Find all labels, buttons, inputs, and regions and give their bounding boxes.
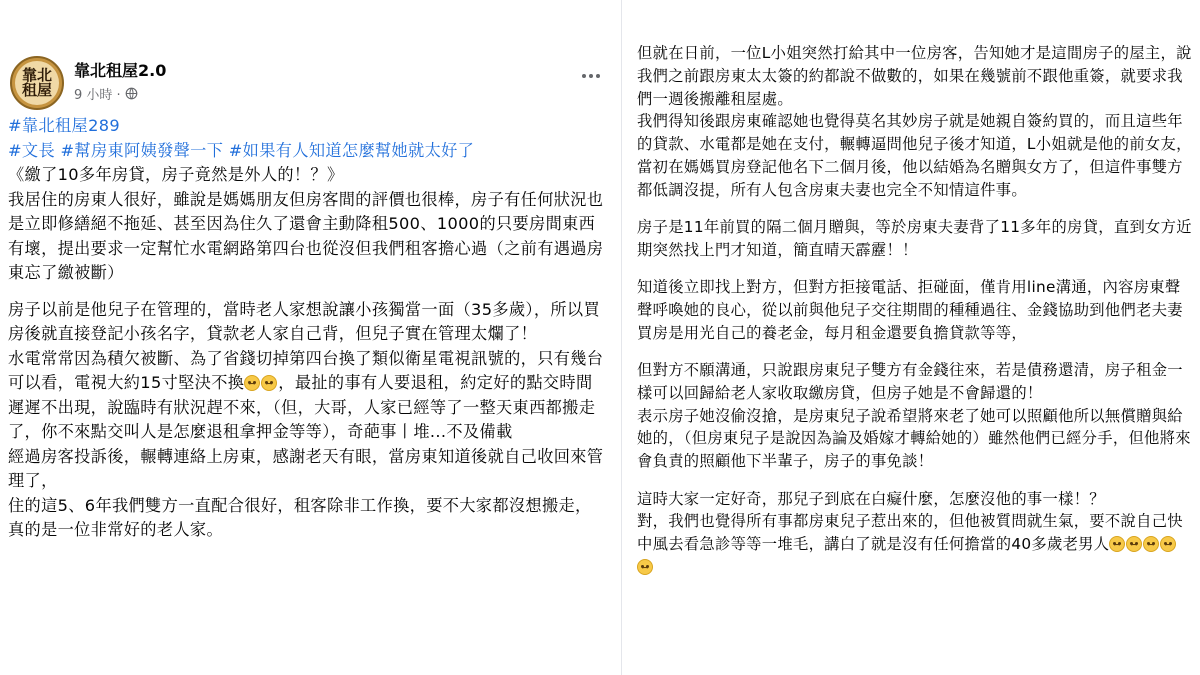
- paragraph-text: 對，我們也覺得所有事都房東兒子惹出來的，但他被質問就生氣，要不說自己快中風去看急診等等一堆毛，講白了就是沒有任何擔當的40多歲老男人: [637, 512, 1183, 554]
- hashtag-link[interactable]: #如果有人知道怎麼幫她就太好了: [228, 140, 475, 160]
- weary-face-emoji: [1109, 536, 1125, 552]
- paragraph: 住的這5、6年我們雙方一直配合很好，租客除非工作換，要不大家都沒想搬走，真的是一位非常好的老人家。: [8, 495, 592, 539]
- weary-face-emoji: [244, 375, 260, 391]
- weary-face-emoji: [637, 559, 653, 575]
- post-right-column: [637, 42, 1193, 593]
- hashtag-line-1: [8, 114, 608, 139]
- paragraph-text: ，最扯的事有人要退租，約定好的點交時間遲遲不出現，說臨時有狀況趕不來，（但，大哥，人家已經等了一整天東西都搬走了，你不來點交叫人是怎麼退租拿押金等等），奇葩事丨堆...不及備載: [8, 373, 596, 441]
- post-meta: [74, 84, 138, 103]
- post-header: [8, 44, 608, 114]
- paragraph: 表示房子她沒偷沒搶，是房東兒子說希望將來老了她可以照顧他所以無償贈與給她的，（但房東兒子是說因為論及婚嫁才轉給她的）雖然他們已經分手，但他將來會負責的照顧他下半輩子，房子的事免談！: [637, 406, 1191, 471]
- weary-face-emoji: [1160, 536, 1176, 552]
- paragraph: 房子以前是他兒子在管理的，當時老人家想說讓小孩獨當一面（35多歲），所以買房後就直接登記小孩名字，貸款老人家自己背，但兒子實在管理太爛了！: [8, 299, 601, 343]
- paragraph: [8, 347, 608, 445]
- paragraph: 我們得知後跟房東確認她也覺得莫名其妙房子就是她親自簽約買的，而且這些年的貸款、水電都是她在支付，輾轉逼問他兒子後才知道，L小姐就是他的前女友，當初在媽媽買房登記他名下二個月後，他以結婚為名贈與女方了，但這件事雙方都低調沒提，所有人包含房東夫妻也完全不知情這件事。: [637, 112, 1192, 199]
- post-left-column: [8, 44, 608, 543]
- column-divider: [621, 0, 622, 675]
- avatar[interactable]: [10, 56, 64, 110]
- paragraph: [637, 510, 1193, 578]
- weary-face-emoji: [261, 375, 277, 391]
- paragraph: 這時大家一定好奇，那兒子到底在白癡什麼，怎麼沒他的事一樣！？: [637, 489, 1105, 508]
- hashtag-link[interactable]: #文長: [8, 140, 55, 160]
- post-time[interactable]: 9 小時 ·: [74, 88, 121, 103]
- hashtag-link[interactable]: #靠北租屋289: [8, 116, 121, 135]
- paragraph: 但就在日前，一位L小姐突然打給其中一位房客，告知她才是這間房子的屋主，說我們之前跟房東太太簽的約都說不做數的，如果在幾號前不跟他重簽，就要求我們一週後搬離租屋處。: [637, 44, 1192, 108]
- page-name[interactable]: 靠北租屋2.0: [74, 61, 167, 80]
- paragraph-text: 水電常常因為積欠被斷、為了省錢切掉第四台換了類似衛星電視訊號的，只有幾台可以看，電視大約15寸堅決不換: [8, 348, 604, 392]
- paragraph: 知道後立即找上對方，但對方拒接電話、拒碰面，僅肯用line溝通，內容房東聲聲呼喚她的良心，從以前與他兒子交往期間的種種過往、金錢協助到他們老夫妻買房是用光自己的養老金，每月租金還要負擔貸款等等，: [637, 278, 1183, 342]
- post-title: 《繳了10多年房貸，房子竟然是外人的！？》: [8, 165, 344, 184]
- weary-face-emoji: [1126, 536, 1142, 552]
- logo-icon: [15, 61, 59, 105]
- paragraph: 但對方不願溝通，只說跟房東兒子雙方有金錢往來，若是債務還清，房子租金一樣可以回歸給老人家收取繳房貸，但房子她是不會歸還的！: [637, 361, 1183, 402]
- paragraph: 房子是11年前買的隔二個月贈與，等於房東夫妻背了11多年的房貸，直到女方近期突然找上門才知道，簡直晴天霹靂！！: [637, 218, 1192, 259]
- weary-face-emoji: [1143, 536, 1159, 552]
- more-options-icon[interactable]: [576, 64, 606, 88]
- post-body: [8, 114, 608, 543]
- paragraph: 經過房客投訴後，輾轉連絡上房東，感謝老天有眼，當房東知道後就自己收回來管理了，: [8, 446, 604, 490]
- paragraph: 我居住的房東人很好，雖說是媽媽朋友但房客間的評價也很棒，房子有任何狀況也是立即修繕絕不拖延、甚至因為住久了還會主動降租500、1000的只要房間東西有壞，提出要求一定幫忙水電網路第四台也從沒但我們租客擔心過（之前有遇過房東忘了繳被斷）: [8, 189, 604, 282]
- hashtag-line-2: [8, 139, 608, 164]
- avatar-text: 靠北 租屋: [21, 66, 52, 99]
- globe-icon: [125, 87, 138, 100]
- hashtag-link[interactable]: #幫房東阿姨發聲一下: [60, 140, 224, 160]
